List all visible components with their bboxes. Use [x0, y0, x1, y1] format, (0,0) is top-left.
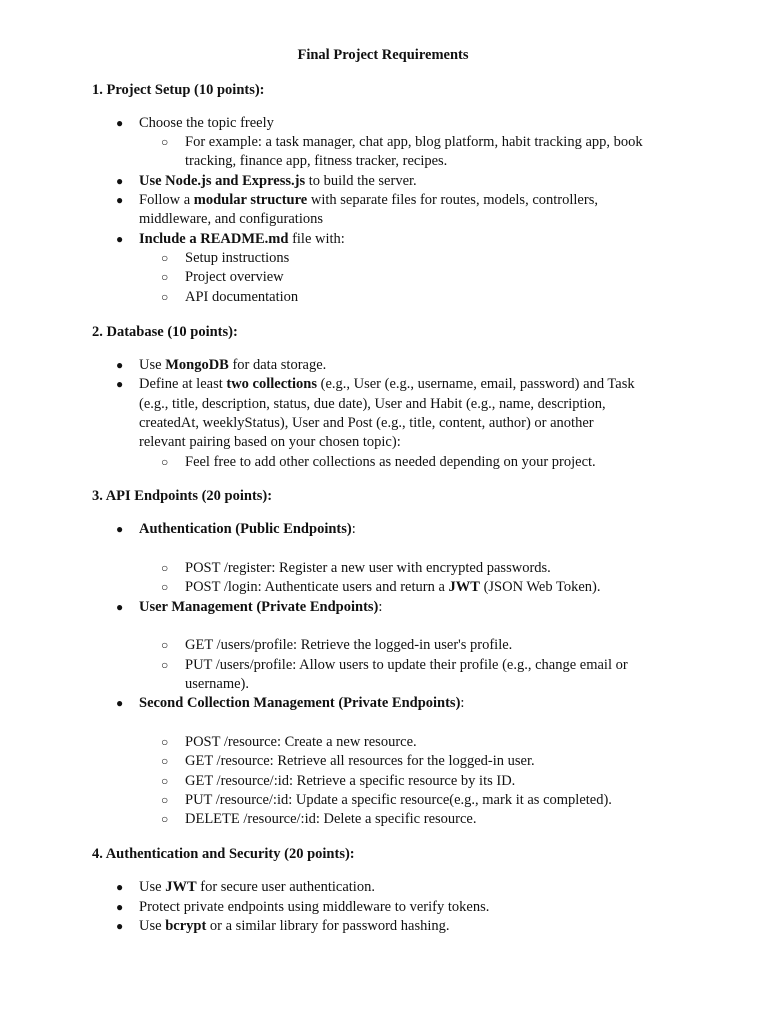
sub-list-item: POST /register: Register a new user with encrypted passwords.	[185, 560, 551, 576]
list-item: Use MongoDB for data storage.	[139, 357, 327, 373]
sub-bullet: ○	[161, 638, 169, 652]
sub-list-item: Feel free to add other collections as needed depending on your project.	[185, 454, 596, 470]
sub-bullet: ○	[161, 793, 169, 807]
list-item: User Management (Private Endpoints):	[139, 599, 383, 615]
sub-list-item: PUT /resource/:id: Update a specific resource(e.g., mark it as completed).	[185, 792, 612, 808]
list-item: Use bcrypt or a similar library for password hashing.	[139, 918, 450, 934]
sub-list-item: DELETE /resource/:id: Delete a specific resource.	[185, 811, 477, 827]
sub-list-item-continued: username).	[185, 676, 250, 692]
sub-list-item: GET /resource/:id: Retrieve a specific resource by its ID.	[185, 773, 516, 789]
bullet: ●	[116, 900, 124, 914]
bullet: ●	[116, 232, 124, 246]
list-item: Define at least two collections (e.g., User (e.g., username, email, password) and Task	[139, 376, 635, 392]
sub-bullet: ○	[161, 270, 169, 284]
section-heading-api-endpoints: 3. API Endpoints (20 points):	[92, 488, 273, 504]
sub-bullet: ○	[161, 754, 169, 768]
bullet: ●	[116, 174, 124, 188]
bullet: ●	[116, 116, 124, 130]
bullet: ●	[116, 600, 124, 614]
sub-list-item-continued: tracking, finance app, fitness tracker, recipes.	[185, 153, 448, 169]
bullet: ●	[116, 358, 124, 372]
sub-bullet: ○	[161, 251, 169, 265]
section-heading-database: 2. Database (10 points):	[92, 324, 238, 340]
sub-bullet: ○	[161, 774, 169, 788]
section-heading-authentication-security: 4. Authentication and Security (20 points):	[92, 846, 355, 862]
bullet: ●	[116, 193, 124, 207]
sub-list-item: For example: a task manager, chat app, blog platform, habit tracking app, book	[185, 134, 643, 150]
list-item-continued: relevant pairing based on your chosen topic):	[139, 434, 401, 450]
sub-list-item: GET /resource: Retrieve all resources for the logged-in user.	[185, 753, 535, 769]
bullet: ●	[116, 880, 124, 894]
list-item: Include a README.md file with:	[139, 231, 345, 247]
bullet: ●	[116, 919, 124, 933]
sub-bullet: ○	[161, 812, 169, 826]
list-item: Authentication (Public Endpoints):	[139, 521, 356, 537]
sub-list-item: Setup instructions	[185, 250, 290, 266]
sub-list-item: PUT /users/profile: Allow users to update their profile (e.g., change email or	[185, 657, 628, 673]
list-item: Use JWT for secure user authentication.	[139, 879, 375, 895]
sub-bullet: ○	[161, 658, 169, 672]
list-item: Protect private endpoints using middleware to verify tokens.	[139, 899, 490, 915]
list-item-continued: (e.g., title, description, status, due date), User and Habit (e.g., name, description,	[139, 396, 606, 412]
document-title: Final Project Requirements	[297, 47, 469, 63]
sub-list-item: Project overview	[185, 269, 284, 285]
bullet: ●	[116, 696, 124, 710]
list-item: Follow a modular structure with separate files for routes, models, controllers,	[139, 192, 598, 208]
sub-bullet: ○	[161, 455, 169, 469]
list-item: Second Collection Management (Private Endpoints):	[139, 695, 465, 711]
sub-list-item: POST /login: Authenticate users and return a JWT (JSON Web Token).	[185, 579, 601, 595]
list-item: Choose the topic freely	[139, 115, 274, 131]
sub-list-item: API documentation	[185, 289, 299, 305]
list-item-continued: createdAt, weeklyStatus), User and Post (e.g., title, content, author) or another	[139, 415, 594, 431]
sub-bullet: ○	[161, 135, 169, 149]
list-item: Use Node.js and Express.js to build the server.	[139, 173, 417, 189]
sub-bullet: ○	[161, 561, 169, 575]
list-item-continued: middleware, and configurations	[139, 211, 324, 227]
bullet: ●	[116, 522, 124, 536]
sub-list-item: GET /users/profile: Retrieve the logged-in user's profile.	[185, 637, 513, 653]
section-heading-project-setup: 1. Project Setup (10 points):	[92, 82, 265, 98]
sub-bullet: ○	[161, 735, 169, 749]
sub-bullet: ○	[161, 290, 169, 304]
bullet: ●	[116, 377, 124, 391]
sub-bullet: ○	[161, 580, 169, 594]
sub-list-item: POST /resource: Create a new resource.	[185, 734, 417, 750]
